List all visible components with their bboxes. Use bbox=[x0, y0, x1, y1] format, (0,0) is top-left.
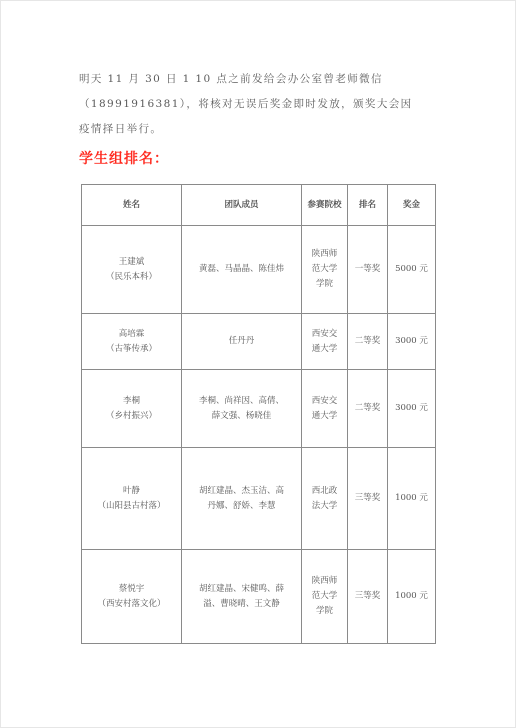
cell-name bbox=[82, 314, 182, 370]
name-text: 王建斌 bbox=[118, 256, 145, 267]
table-row bbox=[82, 370, 436, 448]
name-text: 李桐 bbox=[122, 395, 140, 406]
table-row bbox=[82, 550, 436, 644]
table-row bbox=[82, 314, 436, 370]
major-text: （乡村振兴） bbox=[105, 410, 157, 421]
section-title: 学生组排名： bbox=[79, 151, 169, 167]
cell-team bbox=[182, 226, 302, 314]
school-text: 范大学 bbox=[311, 591, 338, 601]
team-text: 黄磊、马晶晶、陈佳炜 bbox=[198, 264, 284, 274]
cell-prize: 5000 元 bbox=[388, 226, 436, 314]
cell-prize: 1000 元 bbox=[388, 448, 436, 550]
cell-rank: 三等奖 bbox=[348, 448, 388, 550]
school-text: 学院 bbox=[315, 279, 333, 289]
school-text: 西北政 bbox=[311, 485, 338, 496]
header-name: 姓名 bbox=[82, 185, 182, 226]
table-header-row bbox=[82, 185, 436, 226]
cell-name bbox=[82, 550, 182, 644]
name-text: 叶静 bbox=[122, 485, 140, 496]
table-row bbox=[82, 448, 436, 550]
cell-name bbox=[82, 226, 182, 314]
cell-name bbox=[82, 448, 182, 550]
school-text: 陕西师 bbox=[311, 249, 338, 259]
cell-rank: 二等奖 bbox=[348, 314, 388, 370]
school-text: 西安交 bbox=[311, 328, 338, 339]
team-text: 溢、曹晓晴、王文静 bbox=[203, 598, 280, 609]
school-text: 西安交 bbox=[311, 395, 338, 406]
major-text: （山阳县古村落） bbox=[97, 500, 166, 511]
intro-line: （18991916381），将核对无误后奖金即时发放，颁奖大会因 bbox=[79, 98, 413, 110]
header-prize: 奖金 bbox=[388, 185, 436, 226]
school-text: 法大学 bbox=[311, 500, 338, 511]
team-text: 胡红建晶、杰玉洁、高 bbox=[198, 485, 284, 496]
header-team: 团队成员 bbox=[182, 185, 302, 226]
team-text: 丹娜、舒娇、李慧 bbox=[207, 500, 276, 511]
school-text: 陕西师 bbox=[311, 576, 338, 586]
team-text: 任丹丹 bbox=[228, 336, 255, 346]
cell-rank: 一等奖 bbox=[348, 226, 388, 314]
school-text: 通大学 bbox=[311, 410, 338, 421]
team-text: 薛文强、杨晓佳 bbox=[211, 410, 272, 421]
school-text: 范大学 bbox=[311, 264, 338, 274]
cell-school bbox=[302, 448, 348, 550]
cell-rank: 二等奖 bbox=[348, 370, 388, 448]
team-text: 李桐、尚祥因、高倩、 bbox=[198, 395, 284, 406]
cell-school bbox=[302, 370, 348, 448]
name-text: 高培霖 bbox=[118, 328, 145, 339]
name-text: 蔡悦宇 bbox=[118, 583, 145, 594]
header-school: 参赛院校 bbox=[302, 185, 348, 226]
school-text: 通大学 bbox=[311, 343, 338, 354]
cell-prize: 3000 元 bbox=[388, 370, 436, 448]
cell-school bbox=[302, 550, 348, 644]
table-row bbox=[82, 226, 436, 314]
team-text: 胡红建晶、宋健鸣、薛 bbox=[198, 583, 284, 594]
cell-rank: 三等奖 bbox=[348, 550, 388, 644]
header-rank: 排名 bbox=[348, 185, 388, 226]
major-text: （西安村落文化） bbox=[97, 598, 166, 609]
intro-paragraph bbox=[79, 67, 451, 142]
cell-prize: 3000 元 bbox=[388, 314, 436, 370]
cell-name bbox=[82, 370, 182, 448]
major-text: （古筝传承） bbox=[105, 343, 157, 354]
cell-team bbox=[182, 370, 302, 448]
major-text: （民乐本科） bbox=[105, 271, 157, 282]
cell-school bbox=[302, 226, 348, 314]
award-table bbox=[81, 184, 436, 644]
intro-line: 疫情择日举行。 bbox=[79, 123, 163, 135]
school-text: 学院 bbox=[315, 606, 333, 616]
cell-team bbox=[182, 448, 302, 550]
cell-team bbox=[182, 550, 302, 644]
intro-line: 明天 11 月 30 日 1 10 点之前发给会办公室曾老师微信 bbox=[79, 73, 383, 85]
cell-prize: 1000 元 bbox=[388, 550, 436, 644]
cell-team bbox=[182, 314, 302, 370]
cell-school bbox=[302, 314, 348, 370]
